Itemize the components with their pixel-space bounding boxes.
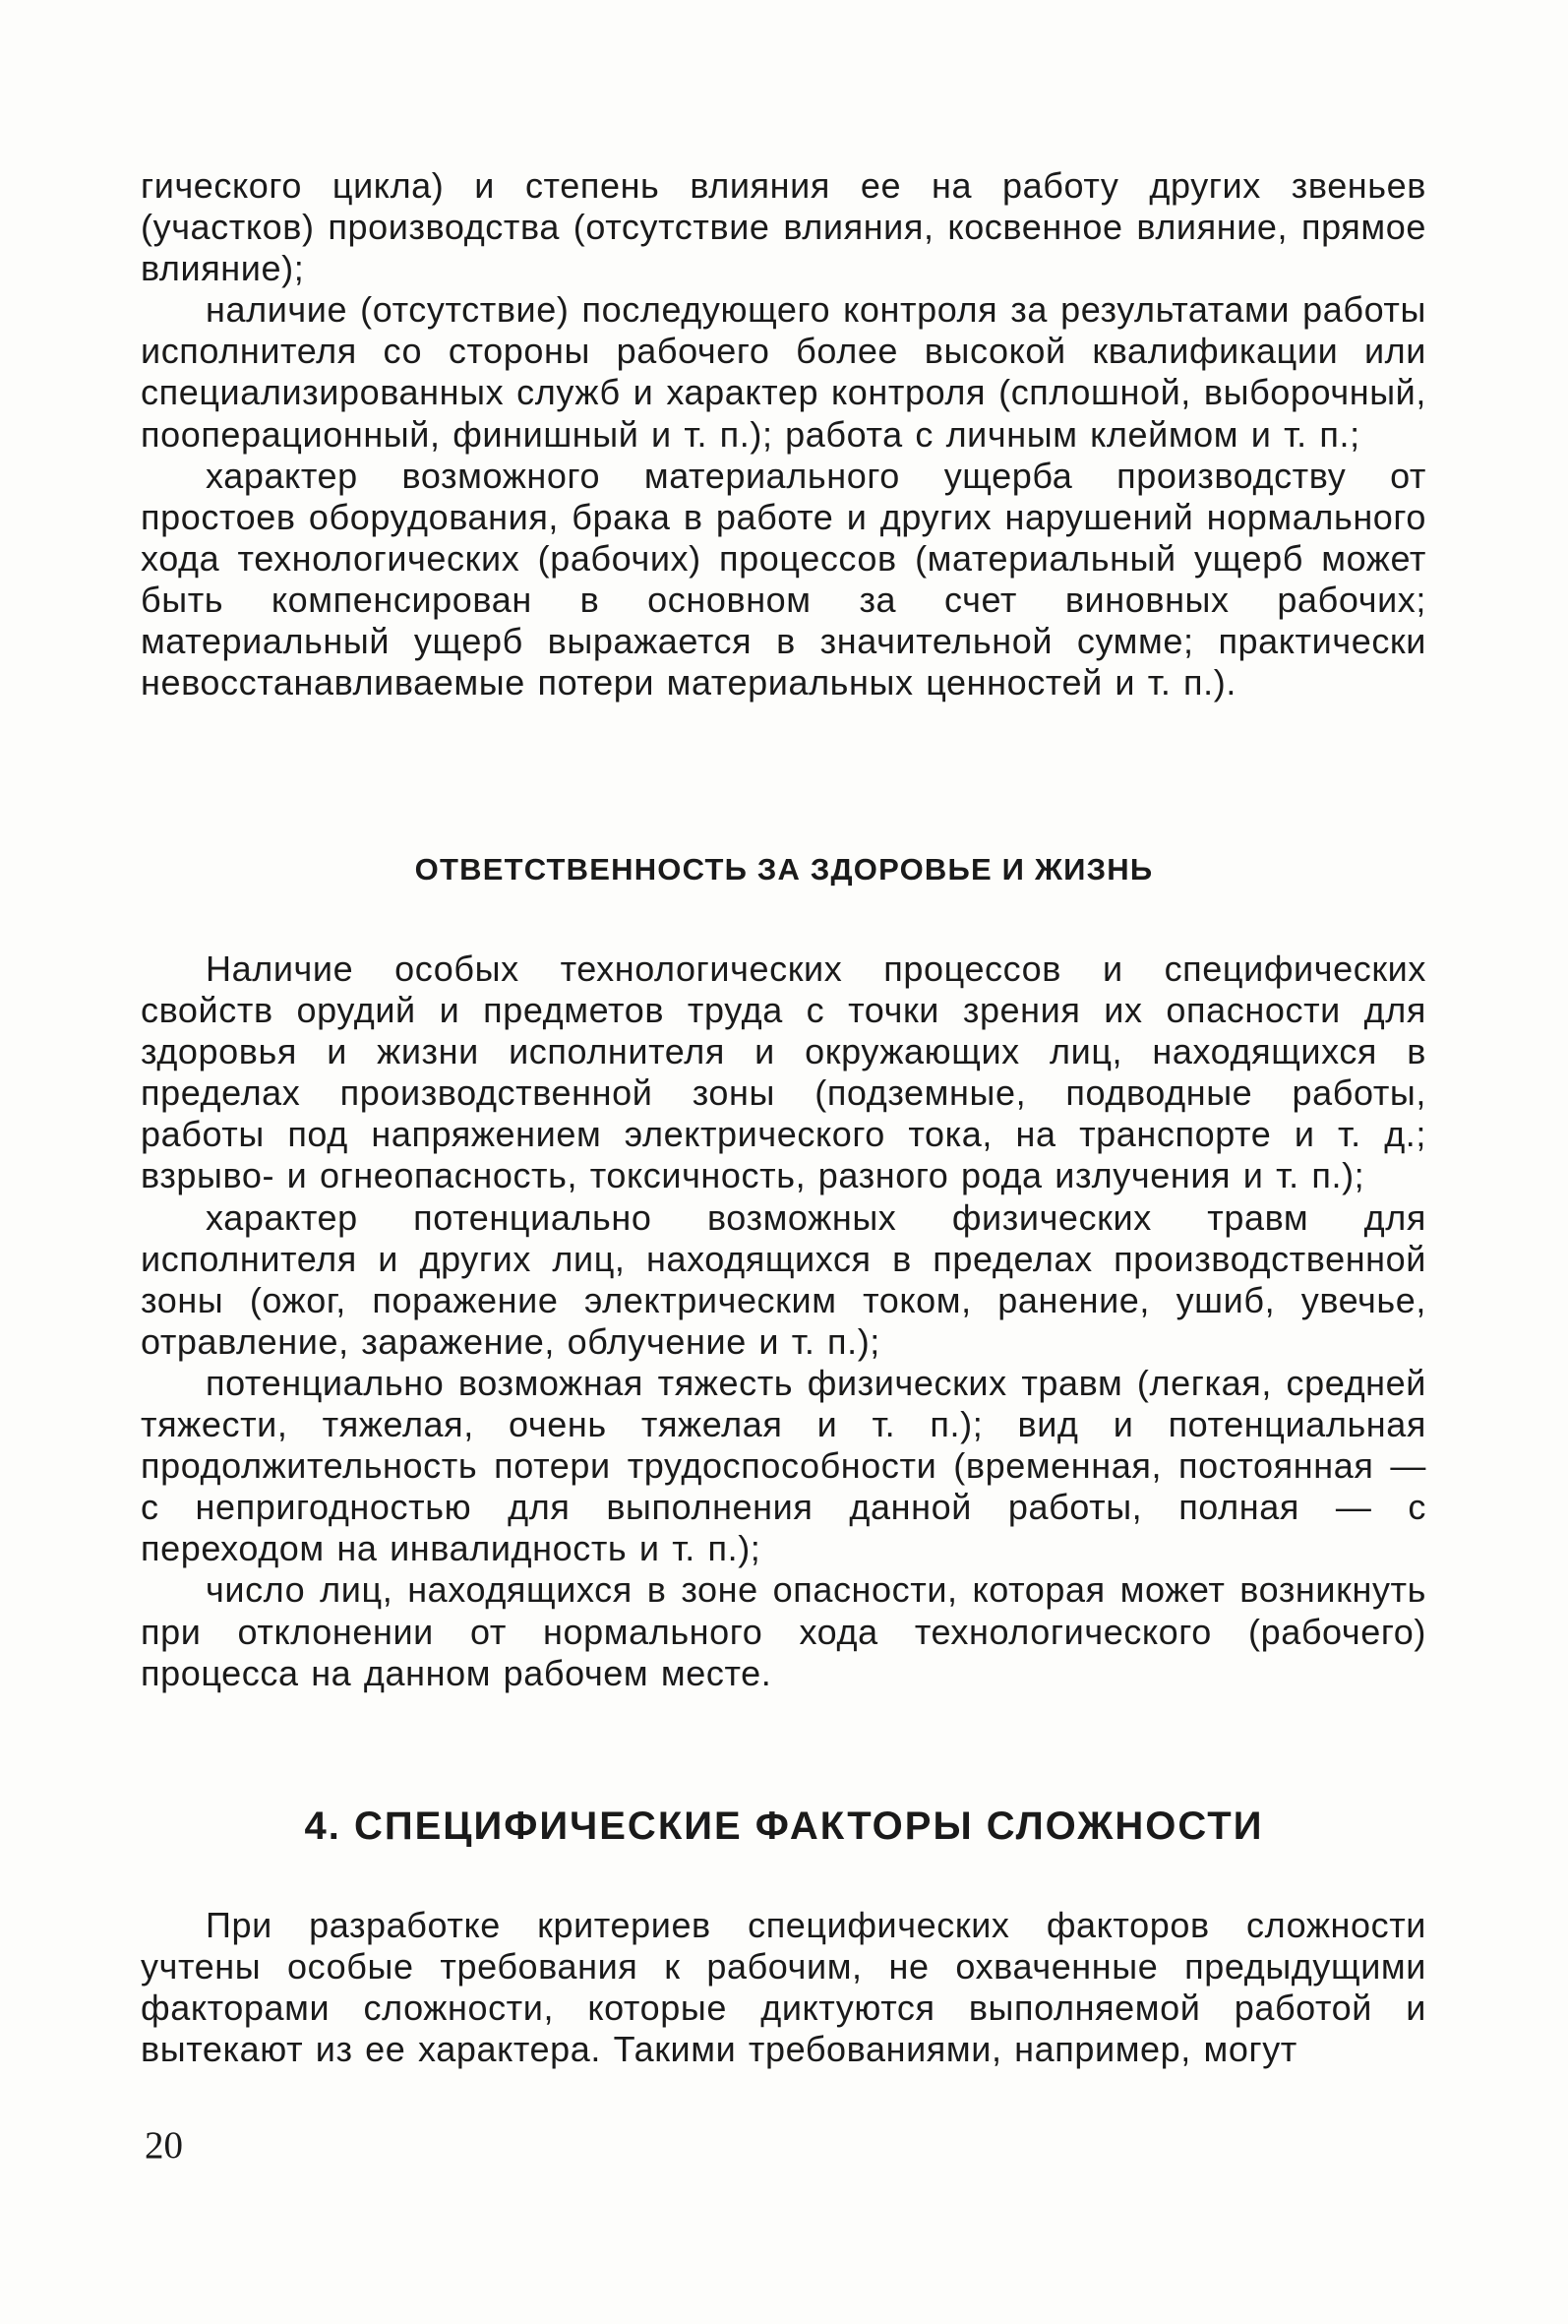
paragraph-special-processes: Наличие особых технологических процессов и специфических свойств орудий и предметов труда с точки зрения их опасности для здоровья и жизни исполнителя и окружающих лиц, находящихся в пределах производственной зоны (подземные, подводные работы, работы под напряжением электрического тока, на транспорте и т. д.; взрыво- и огнеопасность, токсичность, разного рода излучения и т. п.);: [141, 948, 1426, 1196]
responsibility-text-block: [141, 948, 1426, 1694]
paragraph-people-in-danger-zone: число лиц, находящихся в зоне опасности, которая может возникнуть при отклонении от нормального хода технологического (рабочего) процесса на данном рабочем месте.: [141, 1569, 1426, 1693]
paragraph-control: наличие (отсутствие) последующего контроля за результатами работы исполнителя со стороны рабочего более высокой квалификации или специализированных служб и характер контроля (сплошной, выборочный, пооперационный, финишный и т. п.); работа с личным клеймом и т. п.;: [141, 289, 1426, 455]
page-number: 20: [145, 2124, 183, 2167]
paragraph-material-damage: характер возможного материального ущерба производству от простоев оборудования, брака в работе и других нарушений нормального хода технологических (рабочих) процессов (материальный ущерб может быть компенсирован в основном за счет виновных рабочих; материальный ущерб выражается в значительной сумме; практически невосстанавливаемые потери материальных ценностей и т. п.).: [141, 455, 1426, 703]
paragraph-injury-type: характер потенциально возможных физических травм для исполнителя и других лиц, находящихся в пределах производственной зоны (ожог, поражение электрическим током, ранение, ушиб, увечье, отравление, заражение, облучение и т. п.);: [141, 1196, 1426, 1362]
intro-text-block: [141, 165, 1426, 703]
specific-factors-text-block: [141, 1905, 1426, 2070]
paragraph-injury-severity: потенциально возможная тяжесть физических травм (легкая, средней тяжести, тяжелая, очень тяжелая и т. п.); вид и потенциальная продолжительность потери трудоспособности (временная, постоянная — с непригодностью для выполнения данной работы, полная — с переходом на инвалидность и т. п.);: [141, 1362, 1426, 1569]
paragraph-influence-degree: гического цикла) и степень влияния ее на работу других звеньев (участков) производства (отсутствие влияния, косвенное влияние, прямое влияние);: [141, 165, 1426, 289]
section-heading-specific-factors: 4. СПЕЦИФИЧЕСКИЕ ФАКТОРЫ СЛОЖНОСТИ: [304, 1804, 1264, 1848]
paragraph-specific-requirements: При разработке критериев специфических факторов сложности учтены особые требования к рабочим, не охваченные предыдущими факторами сложности, которые диктуются выполняемой работой и вытекают из ее характера. Такими требованиями, например, могут: [141, 1905, 1426, 2070]
section-heading-responsibility: ОТВЕТСТВЕННОСТЬ ЗА ЗДОРОВЬЕ И ЖИЗНЬ: [414, 852, 1154, 887]
